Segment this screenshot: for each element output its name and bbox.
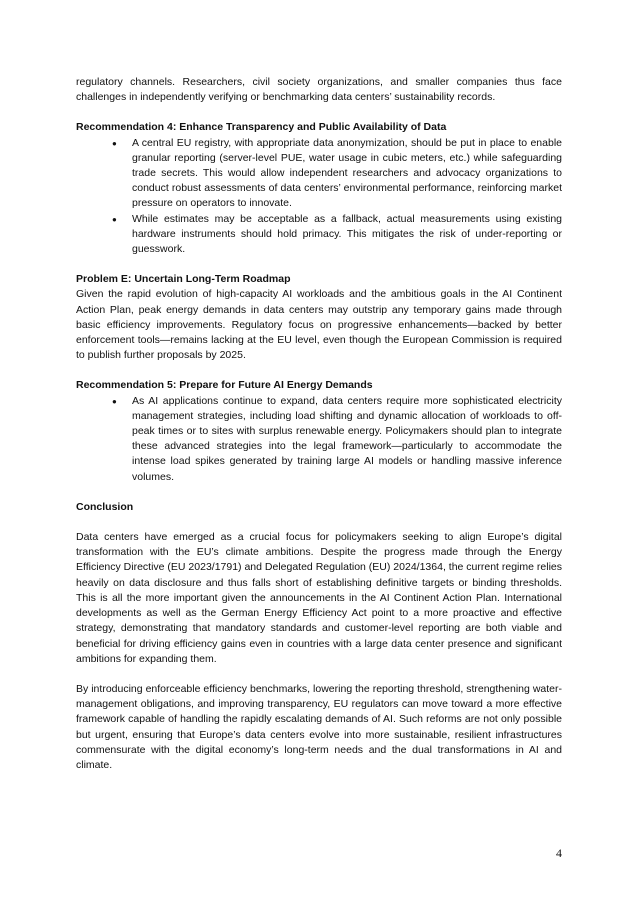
recommendation-4-list: [76, 136, 562, 258]
conclusion-paragraph-2: By introducing enforceable efficiency benchmarks, lowering the reporting threshold, strengthening water-management obligations, and improving transparency, EU regulators can move toward a more effective framework capable of handling the rapidly escalating demands of AI. Such reforms are not only possible but urgent, ensuring that Europe’s data centers evolve into more sustainable, resilient infrastructures commensurate with the digital economy’s long-term needs and the dual transformations in AI and climate.: [76, 682, 562, 771]
intro-paragraph: regulatory channels. Researchers, civil society organizations, and smaller companies thus face challenges in independently verifying or benchmarking data centers’ sustainability records.: [76, 76, 562, 104]
list-item: ● A central EU registry, with appropriate data anonymization, should be put in place to enable granular reporting (server-level PUE, water usage in cubic meters, etc.) while safeguarding trade secrets. This would allow independent researchers and advocacy organizations to conduct robust assessments of data centers’ environmental performance, reinforcing market pressure on operators to innovate.: [132, 136, 562, 212]
spacer: [76, 515, 562, 530]
spacer: [76, 257, 562, 272]
recommendation-5-heading: Recommendation 5: Prepare for Future AI Energy Demands: [76, 379, 373, 392]
list-item: ● As AI applications continue to expand, data centers require more sophisticated electricity management strategies, including load shifting and dynamic allocation of workloads to off-peak times or to sites with surplus renewable energy. Policymakers should plan to integrate these advanced strategies into the legal framework—particularly to accommodate the intense load spikes generated by training large AI models or handling massive inference volumes.: [132, 394, 562, 485]
spacer: [76, 485, 562, 500]
recommendation-5-list: [76, 394, 562, 485]
page-number: 4: [556, 846, 562, 860]
conclusion-paragraph-1: Data centers have emerged as a crucial focus for policymakers seeking to align Europe’s digital transformation with the EU’s climate ambitions. Despite the progress made through the Energy Efficiency Directive (EU 2023/1791) and Delegated Regulation (EU) 2024/1364, the current regime relies heavily on data disclosure and thus falls short of establishing definitive targets or binding thresholds. This is all the more important given the announcements in the AI Continent Action Plan. International developments as well as the German Energy Efficiency Act point to a more proactive and effective strategy, demonstrating that mandatory standards and customer-level reporting are both viable and beneficial for driving efficiency gains even in countries with a large data center presence and significant ambitions for expanding them.: [76, 531, 562, 665]
recommendation-4-heading: Recommendation 4: Enhance Transparency and Public Availability of Data: [76, 121, 447, 134]
conclusion-heading: Conclusion: [76, 500, 134, 513]
spacer: [76, 667, 562, 682]
problem-e-heading: Problem E: Uncertain Long-Term Roadmap: [76, 273, 291, 286]
spacer: [76, 363, 562, 378]
problem-e-body: Given the rapid evolution of high-capacity AI workloads and the ambitious goals in the AI Continent Action Plan, peak energy demands in data centers may outstrip any temporary gains made through basic efficiency improvements. Regulatory focus on progressive enhancements—backed by better enforcement tools—remains lacking at the EU level, even though the European Commission is required to publish further proposals by 2025.: [76, 288, 562, 362]
spacer: [76, 105, 562, 120]
list-item: ● While estimates may be acceptable as a fallback, actual measurements using existing hardware instruments should hold primacy. This mitigates the risk of under-reporting or guesswork.: [132, 212, 562, 258]
